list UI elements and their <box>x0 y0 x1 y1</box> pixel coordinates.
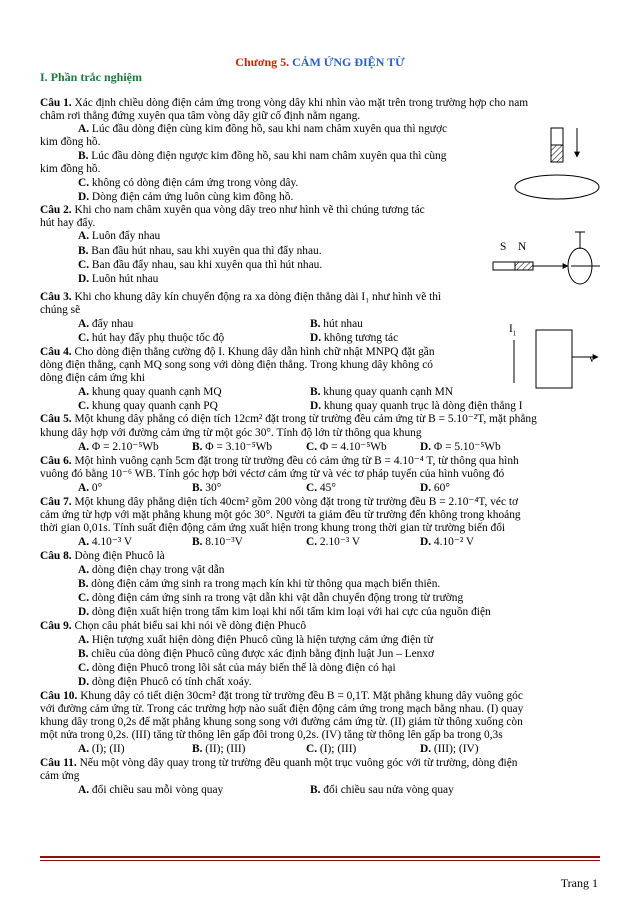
magnet-bar <box>551 128 563 162</box>
answer-option-label: C. <box>306 482 318 494</box>
text-line-label: A. <box>78 536 90 548</box>
text-line-text: chúng sẽ <box>40 304 81 316</box>
text-line-text: khung dây trong 0,2s để mặt phẳng khung song song với đường cảm ứng từ. (II) giảm từ thông xuống còn <box>40 716 523 728</box>
text-line-text: một nửa trong 0,2s. (III) tăng từ thông lên gấp đôi trong 0,2s. (IV) tăng từ thông lên gấp ba trong 0,3s <box>40 729 503 741</box>
answer-option <box>420 536 474 549</box>
answer-option-text: đổi chiều sau nửa vòng quay <box>320 784 454 796</box>
answer-option <box>306 743 356 756</box>
text-line-label: Câu 7. <box>40 496 72 508</box>
answer-option-text: Φ = 5.10⁻⁵Wb <box>431 441 501 453</box>
answer-option-label: C. <box>306 743 318 755</box>
text-line-text: khung quay quanh cạnh PQ <box>89 400 218 412</box>
text-line-text: Chọn câu phát biểu sai khi nói về dòng điện Phucô <box>71 620 307 632</box>
answer-option-label: B. <box>192 482 203 494</box>
answer-option <box>420 441 501 454</box>
text-line-text: châm rơi thẳng đứng xuyên qua tâm vòng dây giữ cố định nằm ngang. <box>40 110 361 122</box>
text-line-text: Một hình vuông cạnh 5cm đặt trong từ trường đều có cảm ứng từ B = 4.10⁻⁴ T, từ thông qua hình <box>71 455 519 467</box>
text-line-text: Ban đầu hút nhau, sau khi xuyên qua thì đẩy nhau. <box>88 245 322 257</box>
answer-option-text: 45° <box>317 482 336 494</box>
answer-option-label: B. <box>192 441 203 453</box>
text-line <box>40 468 504 481</box>
text-line-label: A. <box>78 386 90 398</box>
text-line <box>78 259 322 272</box>
text-line <box>40 427 422 440</box>
answer-option <box>192 441 272 454</box>
text-line-label: Câu 11. <box>40 757 77 769</box>
text-line-label: D. <box>78 191 90 203</box>
chapter-name: CẢM ỨNG ĐIỆN TỪ <box>292 55 405 69</box>
text-line <box>78 662 396 675</box>
text-line <box>40 509 521 522</box>
text-line-text: Một khung dây phẳng diện tích 40cm² gồm 200 vòng đặt trong từ trường đều B = 2.10⁻⁴T, véc tơ <box>71 496 519 508</box>
answer-option-text: 4.10⁻² V <box>431 536 475 548</box>
text-line-text: thời gian 0,01s. Tính suất điện động cảm ứng xuất hiện trong khung trong thời gian từ trường biến đổi <box>40 522 506 534</box>
text-line-label: A. <box>78 564 90 576</box>
answer-option <box>310 332 398 345</box>
text-line-label: B. <box>78 150 89 162</box>
text-line <box>40 217 95 230</box>
text-line-label: D. <box>78 606 90 618</box>
text-line <box>78 441 159 454</box>
text-line <box>40 550 165 563</box>
answer-option <box>306 441 387 454</box>
text-line <box>78 273 158 286</box>
text-line-text: khung quay quanh cạnh MQ <box>89 386 222 398</box>
text-line-text: Φ = 2.10⁻⁵Wb <box>89 441 159 453</box>
answer-option-text: hút nhau <box>320 318 363 330</box>
answer-option-text: Φ = 4.10⁻⁵Wb <box>317 441 387 453</box>
text-line-label: A. <box>78 230 90 242</box>
text-line-text: Khi cho nam châm xuyên qua vòng dây treo như hình vẽ thì chúng tương tác <box>71 204 425 216</box>
text-line <box>40 97 528 110</box>
text-line-text: đổi chiều sau mỗi vòng quay <box>89 784 224 796</box>
footer-rule-thick <box>40 856 600 858</box>
text-line-text: chiều của dòng điện Phucô cũng được xác định bằng định luật Jun – Lenxơ <box>88 648 435 660</box>
text-line-label: A. <box>78 318 90 330</box>
current-label <box>509 323 516 340</box>
text-line-text: cảm ứng từ hợp với mặt phẳng khung một góc 30°. Người ta giảm đều từ trường đến không trong khoảng <box>40 509 521 521</box>
text-line-label: Câu 4. <box>40 346 72 358</box>
text-line-text: Một khung dây phẳng có diện tích 12cm² đặt trong từ trường đều cảm ứng từ B = 5.10⁻²T, mặt phẳng <box>71 413 537 425</box>
text-line <box>78 676 252 689</box>
text-line <box>40 757 517 770</box>
text-line <box>78 482 102 495</box>
answer-option-text: 8.10⁻³V <box>202 536 243 548</box>
text-line-label: C. <box>78 177 90 189</box>
velocity-label: v <box>589 353 595 365</box>
text-line <box>78 386 222 399</box>
text-line-label: A. <box>78 743 90 755</box>
answer-option-text: (III); (IV) <box>431 743 479 755</box>
text-line-text: (I); (II) <box>89 743 125 755</box>
text-line-text: Xác định chiều dòng điện cảm ứng trong vòng dây khi nhìn vào mặt trên trong trường hợp cho nam <box>71 97 529 109</box>
text-line-text: dòng điện Phucô trong lõi sắt của máy biến thế là dòng điện có hại <box>89 662 396 674</box>
text-line <box>78 123 447 136</box>
answer-option <box>192 536 243 549</box>
text-line-text: dòng điện cảm ứng sinh ra trong vật dẫn khi vật dẫn chuyển động trong từ trường <box>89 592 464 604</box>
text-line-label: A. <box>78 441 90 453</box>
text-line-text: dòng điện thẳng, cạnh MQ song song với dòng điện thẳng. Trong khung dây không có <box>40 359 433 371</box>
text-line-label: D. <box>78 273 90 285</box>
chapter-prefix: Chương 5. <box>235 55 290 69</box>
text-line-text: Ban đầu đẩy nhau, sau khi xuyên qua thì hút nhau. <box>89 259 323 271</box>
page-number: Trang 1 <box>560 876 598 890</box>
text-line-text: kim đồng hồ. <box>40 163 101 175</box>
text-line-label: Câu 1. <box>40 97 72 109</box>
text-line <box>78 634 433 647</box>
text-line <box>78 743 125 756</box>
answer-option <box>420 743 479 756</box>
text-line-text: Nếu một vòng dây quay trong từ trường đều quanh một trục vuông góc với từ trường, dòng điện <box>76 757 518 769</box>
text-line <box>78 150 446 163</box>
answer-option-label: D. <box>420 536 432 548</box>
text-line <box>78 191 293 204</box>
answer-option-text: 30° <box>202 482 222 494</box>
text-line-text: dòng điện Phucô có tính chất xoáy. <box>89 676 252 688</box>
answer-option-label: B. <box>192 536 203 548</box>
text-line <box>40 716 523 729</box>
answer-option <box>192 482 221 495</box>
answer-option-label: D. <box>420 743 432 755</box>
answer-option-text: (II); (III) <box>202 743 246 755</box>
text-line-text: Hiện tượng xuất hiện dòng điện Phucô cũng là hiện tượng cảm ứng điện từ <box>89 634 433 646</box>
text-line <box>78 536 132 549</box>
text-line-label: C. <box>78 259 90 271</box>
answer-option-text: khung quay quanh trục là dòng điện thẳng I <box>321 400 523 412</box>
text-line-label: D. <box>78 676 90 688</box>
text-line-text: 0° <box>89 482 103 494</box>
text-line <box>40 522 505 535</box>
text-line-label: B. <box>78 578 89 590</box>
text-line-text: Luôn đẩy nhau <box>89 230 161 242</box>
answer-option <box>192 743 245 756</box>
answer-option <box>306 482 336 495</box>
text-line-label: A. <box>78 482 90 494</box>
answer-option-text: (I); (III) <box>317 743 357 755</box>
text-line-label: A. <box>78 784 90 796</box>
text-line-label: Câu 5. <box>40 413 72 425</box>
text-line <box>40 496 518 509</box>
text-line <box>40 304 80 317</box>
section-heading: I. Phần trắc nghiệm <box>40 70 142 84</box>
text-line-label: B. <box>78 245 89 257</box>
text-line-label: A. <box>78 634 90 646</box>
answer-option-label: C. <box>306 536 318 548</box>
text-line <box>40 690 523 703</box>
text-line-text: khung dây hợp với đường cảm ứng từ một góc 30°. Tính độ lớn từ thông qua khung <box>40 427 422 439</box>
text-line <box>78 332 224 345</box>
text-line <box>40 136 100 149</box>
text-line-text: dòng điện chạy trong vật dẫn <box>89 564 225 576</box>
text-line-label: C. <box>78 332 90 344</box>
text-line-text: Khi cho khung dây kín chuyển động ra xa dòng điện thẳng dài I₁ như hình vẽ thì <box>71 291 442 303</box>
text-line <box>40 455 519 468</box>
text-line-label: Câu 10. <box>40 690 78 702</box>
text-line-label: B. <box>78 648 89 660</box>
text-line-text: Dòng điện cảm ứng luôn cùng kim đồng hồ. <box>89 191 294 203</box>
answer-option-text: 60° <box>431 482 450 494</box>
text-line-label: C. <box>78 400 90 412</box>
text-line <box>40 770 79 783</box>
answer-option-label: B. <box>192 743 203 755</box>
text-line <box>78 230 160 243</box>
text-line <box>40 413 537 426</box>
answer-option <box>420 482 450 495</box>
text-line <box>40 729 503 742</box>
text-line-text: hút hay đẩy. <box>40 217 96 229</box>
text-line-text: Khung dây có tiết diện 30cm² đặt trong từ trường đều B = 0,1T. Mặt phẳng khung dây vuông góc <box>77 690 523 702</box>
text-line-label: A. <box>78 123 90 135</box>
text-line-label: Câu 3. <box>40 291 72 303</box>
text-line-label: C. <box>78 662 90 674</box>
text-line-label: C. <box>78 592 90 604</box>
current-symbol: I <box>509 323 513 335</box>
answer-option-label: B. <box>310 784 321 796</box>
answer-option-label: D. <box>420 441 432 453</box>
wire-loop <box>515 175 599 199</box>
text-line-label: Câu 2. <box>40 204 72 216</box>
text-line-label: Câu 9. <box>40 620 72 632</box>
text-line <box>78 592 463 605</box>
text-line <box>40 204 425 217</box>
figure-wire-frame <box>514 330 598 388</box>
text-line-label: Câu 6. <box>40 455 72 467</box>
text-line <box>78 318 133 331</box>
text-line <box>40 703 523 716</box>
text-line <box>40 163 100 176</box>
text-line <box>40 346 435 359</box>
text-line-text: dòng điện xuất hiện trong tấm kim loại khi nối tấm kim loại với hai cực của nguồn điện <box>89 606 491 618</box>
text-line <box>78 400 218 413</box>
text-line-text: với đường cảm ứng từ. Trong các trường hợp nào suất điện động cảm ứng trong mạch bằng nhau. (I) quay <box>40 703 524 715</box>
answer-option <box>310 400 523 413</box>
answer-option-text: không tương tác <box>321 332 399 344</box>
text-line-text: dòng điện cảm ứng khi <box>40 372 145 384</box>
text-line-text: hút hay đẩy phụ thuộc tốc độ <box>89 332 225 344</box>
text-line <box>78 245 322 258</box>
text-line <box>40 291 441 304</box>
text-line <box>78 177 298 190</box>
text-line-text: không có dòng điện cảm ứng trong vòng dây. <box>89 177 299 189</box>
text-line-text: Luôn hút nhau <box>89 273 159 285</box>
text-line <box>40 620 306 633</box>
answer-option-label: B. <box>310 318 321 330</box>
answer-option-text: Φ = 3.10⁻⁵Wb <box>202 441 273 453</box>
chapter-title <box>0 55 640 70</box>
text-line-text: 4.10⁻³ V <box>89 536 133 548</box>
text-line-text: vuông đó bằng 10⁻⁶ WB. Tính góc hợp bởi véctơ cảm ứng từ và véc tơ pháp tuyến của hình vuông đó <box>40 468 505 480</box>
text-line-text: dòng điện cảm ứng sinh ra trong mạch kín khi từ thông qua mạch biến thiên. <box>88 578 441 590</box>
text-line-text: cảm ứng <box>40 770 80 782</box>
text-line <box>78 564 224 577</box>
answer-option-text: 2.10⁻³ V <box>317 536 361 548</box>
answer-option-label: B. <box>310 386 321 398</box>
footer-rule-thin <box>40 860 600 861</box>
answer-option-label: D. <box>420 482 432 494</box>
answer-option-label: D. <box>310 332 322 344</box>
answer-option <box>310 386 453 399</box>
text-line <box>40 110 360 123</box>
answer-option <box>310 318 363 331</box>
text-line-text: Lúc đầu dòng điện cùng kim đồng hồ, sau khi nam châm xuyên qua thì ngược <box>89 123 448 135</box>
magnet-north-label: N <box>518 241 527 253</box>
answer-option <box>310 784 454 797</box>
text-line-text: đẩy nhau <box>89 318 134 330</box>
current-subscript: 1 <box>512 329 517 338</box>
text-line <box>78 648 434 661</box>
text-line <box>78 784 223 797</box>
text-line-text: Lúc đầu dòng điện ngược kim đồng hồ, sau khi nam châm xuyên qua thì cùng <box>88 150 447 162</box>
text-line-text: Cho dòng điện thẳng cường độ I. Khung dây dẫn hình chữ nhật MNPQ đặt gần <box>71 346 435 358</box>
answer-option <box>306 536 360 549</box>
text-line <box>40 372 145 385</box>
magnet-south-label: S <box>500 241 507 253</box>
figure-magnet-ring <box>493 232 600 284</box>
answer-option-label: C. <box>306 441 318 453</box>
text-line <box>40 359 433 372</box>
text-line-label: Câu 8. <box>40 550 72 562</box>
text-line <box>78 606 491 619</box>
answer-option-label: D. <box>310 400 322 412</box>
text-line-text: Dòng điện Phucô là <box>71 550 165 562</box>
text-line <box>78 578 440 591</box>
answer-option-text: khung quay quanh cạnh MN <box>320 386 454 398</box>
text-line-text: kim đồng hồ. <box>40 136 101 148</box>
